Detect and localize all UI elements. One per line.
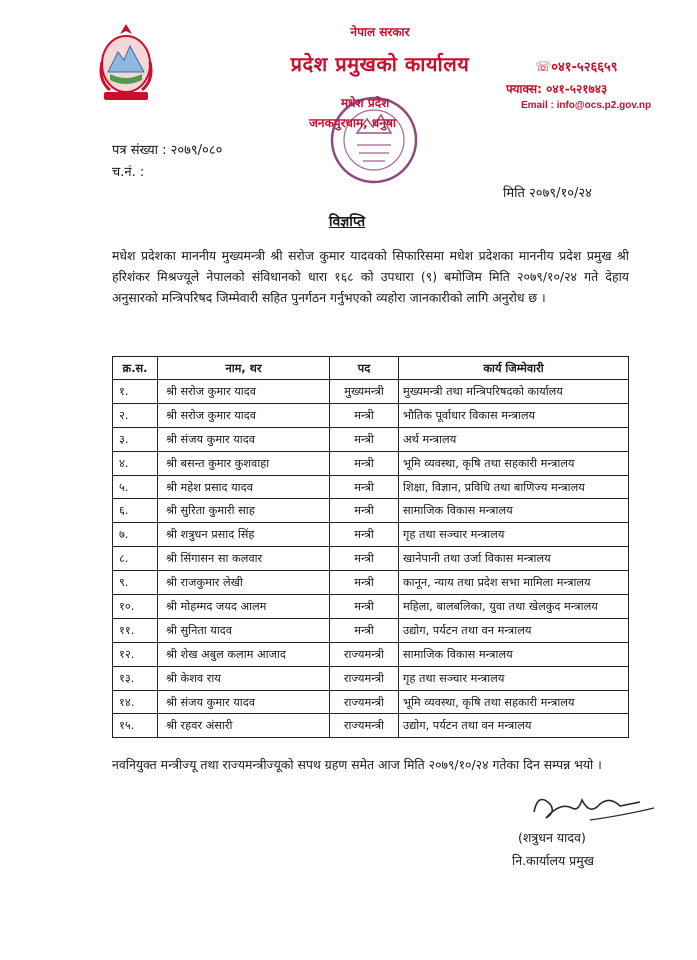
cabinet-table xyxy=(112,356,629,738)
table-row xyxy=(113,380,629,404)
notice-title: विज्ञप्ति xyxy=(328,214,366,230)
row-name: श्री केशव राय xyxy=(158,666,330,690)
dispatch-number: च.नं. : xyxy=(112,165,145,180)
table-row xyxy=(113,595,629,619)
row-name: श्री संजय कुमार यादव xyxy=(158,690,330,714)
notice-body: मधेश प्रदेशका माननीय मुख्यमन्त्री श्री सरोज कुमार यादवको सिफारिसमा मधेश प्रदेशका माननीय प्रदेश प्रमुख श्री हरिशंकर मिश्रज्यूले नेपालको संविधानको धारा १६८ को उपधारा (९) बमोजिम मिति २०७९/१०/२४ गते देहाय अनुसारको मन्त्रिपरिषद जिम्मेवारी सहित पुनर्गठन गर्नुभएको व्यहोरा जानकारीको लागि अनुरोध छ । xyxy=(112,248,629,306)
row-position: मन्त्री xyxy=(330,499,399,523)
row-name: श्री सरोज कुमार यादव xyxy=(158,403,330,427)
reference-number: पत्र संख्या : २०७९/०८० xyxy=(112,143,223,158)
row-serial: ६. xyxy=(113,499,158,523)
table-row xyxy=(113,666,629,690)
table-row xyxy=(113,547,629,571)
row-serial: ३. xyxy=(113,427,158,451)
row-name: श्री बसन्त कुमार कुशवाहा xyxy=(158,451,330,475)
table-row xyxy=(113,714,629,738)
row-serial: ८. xyxy=(113,547,158,571)
row-serial: १४. xyxy=(113,690,158,714)
table-row xyxy=(113,523,629,547)
row-name: श्री संजय कुमार यादव xyxy=(158,427,330,451)
row-responsibility: मुख्यमन्त्री तथा मन्त्रिपरिषदको कार्यालय xyxy=(399,380,629,404)
row-responsibility: सामाजिक विकास मन्त्रालय xyxy=(399,499,629,523)
row-responsibility: खानेपानी तथा उर्जा विकास मन्त्रालय xyxy=(399,547,629,571)
table-row xyxy=(113,571,629,595)
row-name: श्री सुरिता कुमारी साह xyxy=(158,499,330,523)
letter-date: मिति २०७९/१०/२४ xyxy=(503,186,592,201)
row-responsibility: भूमि व्यवस्था, कृषि तथा सहकारी मन्त्रालय xyxy=(399,451,629,475)
row-name: श्री सुनिता यादव xyxy=(158,618,330,642)
row-responsibility: सामाजिक विकास मन्त्रालय xyxy=(399,642,629,666)
row-responsibility: भूमि व्यवस्था, कृषि तथा सहकारी मन्त्रालय xyxy=(399,690,629,714)
phone-number: ☏०४१-५२६६५९ xyxy=(535,60,618,75)
row-responsibility: भौतिक पूर्वाधार विकास मन्त्रालय xyxy=(399,403,629,427)
table-row xyxy=(113,690,629,714)
row-serial: ९. xyxy=(113,571,158,595)
row-responsibility: शिक्षा, विज्ञान, प्रविधि तथा बाणिज्य मन्त्रालय xyxy=(399,475,629,499)
row-serial: १२. xyxy=(113,642,158,666)
row-position: मन्त्री xyxy=(330,618,399,642)
row-position: मन्त्री xyxy=(330,595,399,619)
fax-number: फ्याक्स: ०४१-५२१७४३ xyxy=(506,82,608,96)
table-row xyxy=(113,475,629,499)
row-responsibility: अर्थ मन्त्रालय xyxy=(399,427,629,451)
row-name: श्री महेश प्रसाद यादव xyxy=(158,475,330,499)
row-responsibility: गृह तथा सञ्चार मन्त्रालय xyxy=(399,523,629,547)
row-name: श्री सिंगासन सा कलवार xyxy=(158,547,330,571)
row-position: मन्त्री xyxy=(330,547,399,571)
row-serial: १५. xyxy=(113,714,158,738)
government-name: नेपाल सरकार xyxy=(350,25,410,39)
row-serial: ५. xyxy=(113,475,158,499)
province-name: मधेश प्रदेश xyxy=(341,96,390,110)
row-responsibility: महिला, बालबलिका, युवा तथा खेलकुद मन्त्रालय xyxy=(399,595,629,619)
row-position: राज्यमन्त्री xyxy=(330,690,399,714)
row-serial: १३. xyxy=(113,666,158,690)
nepal-emblem-icon xyxy=(96,22,156,104)
row-position: राज्यमन्त्री xyxy=(330,714,399,738)
table-row xyxy=(113,451,629,475)
row-position: मन्त्री xyxy=(330,403,399,427)
closing-paragraph: नवनियुक्त मन्त्रीज्यू तथा राज्यमन्त्रीज्यूको सपथ ग्रहण समेत आज मिति २०७९/१०/२४ गतेका दिन सम्पन्न भयो । xyxy=(112,757,602,772)
table-row xyxy=(113,499,629,523)
row-name: श्री राजकुमार लेखी xyxy=(158,571,330,595)
row-position: राज्यमन्त्री xyxy=(330,666,399,690)
table-row xyxy=(113,403,629,427)
signature-mark xyxy=(520,782,670,832)
row-name: श्री रहवर अंसारी xyxy=(158,714,330,738)
header-serial: क्र.स. xyxy=(113,357,158,380)
table-row xyxy=(113,618,629,642)
row-responsibility: उद्योग, पर्यटन तथा वन मन्त्रालय xyxy=(399,618,629,642)
row-name: श्री शेख अबुल कलाम आजाद xyxy=(158,642,330,666)
row-serial: ११. xyxy=(113,618,158,642)
row-position: मन्त्री xyxy=(330,571,399,595)
row-serial: १. xyxy=(113,380,158,404)
signer-title: नि.कार्यालय प्रमुख xyxy=(512,853,594,868)
row-position: मन्त्री xyxy=(330,475,399,499)
table-header-row xyxy=(113,357,629,380)
row-position: मन्त्री xyxy=(330,427,399,451)
row-responsibility: उद्योग, पर्यटन तथा वन मन्त्रालय xyxy=(399,714,629,738)
row-position: राज्यमन्त्री xyxy=(330,642,399,666)
row-serial: १०. xyxy=(113,595,158,619)
row-name: श्री सरोज कुमार यादव xyxy=(158,380,330,404)
row-name: श्री मोहम्मद जयद आलम xyxy=(158,595,330,619)
row-responsibility: कानून, न्याय तथा प्रदेश सभा मामिला मन्त्रालय xyxy=(399,571,629,595)
signer-name: (शत्रुधन यादव) xyxy=(518,830,586,845)
header-name: नाम, थर xyxy=(158,357,330,380)
header-position: पद xyxy=(330,357,399,380)
table-row xyxy=(113,642,629,666)
row-name: श्री शत्रुधन प्रसाद सिंह xyxy=(158,523,330,547)
email-address: Email : info@ocs.p2.gov.np xyxy=(521,100,652,111)
row-position: मन्त्री xyxy=(330,523,399,547)
row-serial: ४. xyxy=(113,451,158,475)
row-position: मन्त्री xyxy=(330,451,399,475)
city-name: जनकपुरधाम, धनुषा xyxy=(309,116,396,130)
header-responsibility: कार्य जिम्मेवारी xyxy=(399,357,629,380)
office-name: प्रदेश प्रमुखको कार्यालय xyxy=(290,52,470,76)
office-seal-icon xyxy=(327,93,421,187)
row-serial: ७. xyxy=(113,523,158,547)
table-row xyxy=(113,427,629,451)
row-position: मुख्यमन्त्री xyxy=(330,380,399,404)
row-responsibility: गृह तथा सञ्चार मन्त्रालय xyxy=(399,666,629,690)
row-serial: २. xyxy=(113,403,158,427)
